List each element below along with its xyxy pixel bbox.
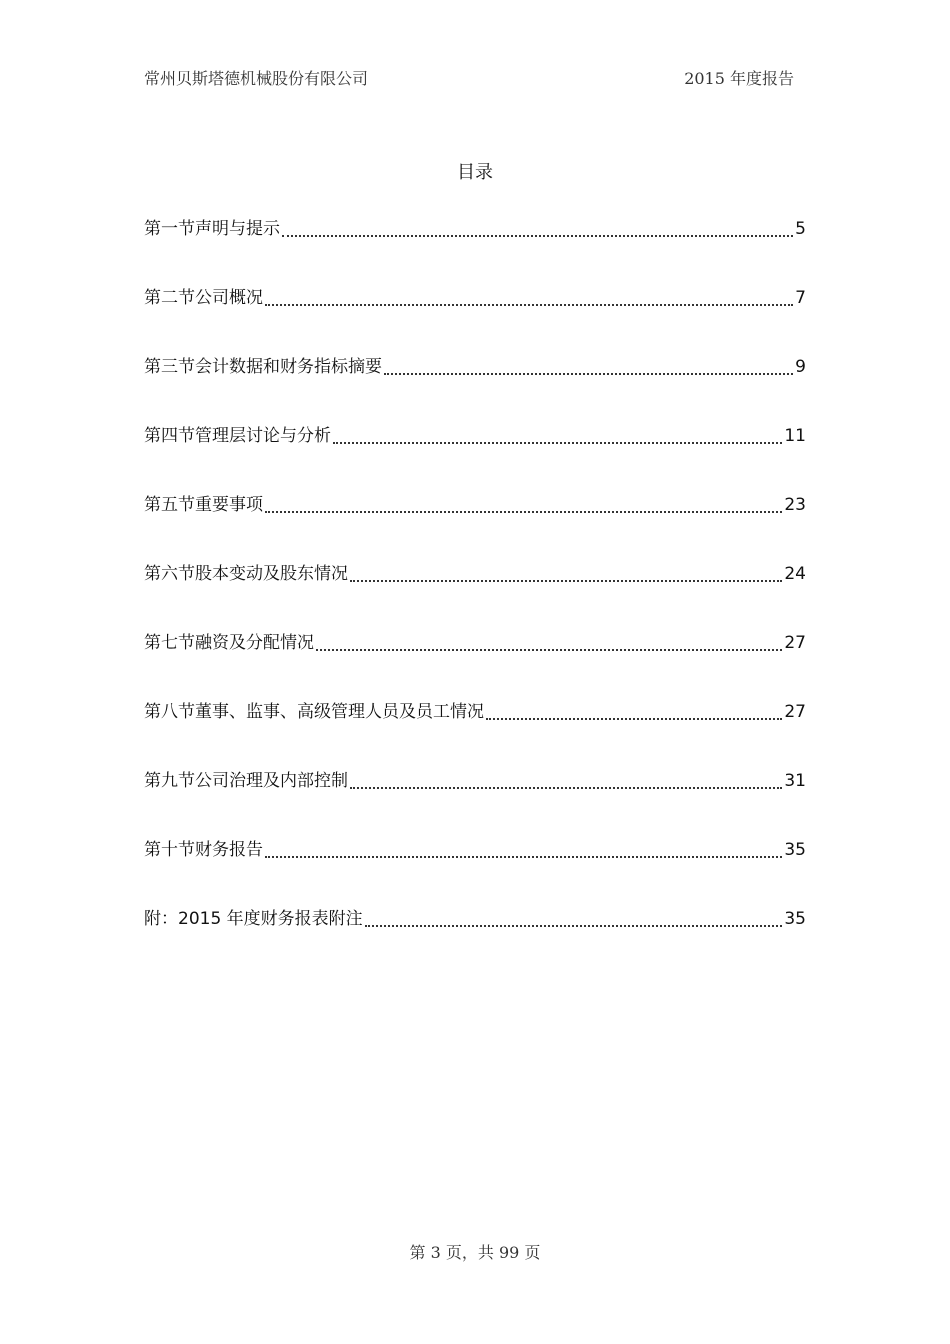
dot-leader (384, 354, 793, 375)
toc-entry-section-7[interactable] (144, 630, 806, 699)
toc-entry-page-number: 23 (784, 495, 806, 515)
dot-leader (282, 216, 793, 237)
toc-entry-label: 第十节财务报告 (144, 840, 263, 860)
dot-leader (350, 561, 782, 582)
dot-leader (350, 768, 782, 789)
table-of-contents (144, 216, 806, 975)
toc-entry-section-1[interactable] (144, 216, 806, 285)
toc-entry-label: 第二节公司概况 (144, 288, 263, 308)
toc-entry-page-number: 27 (784, 633, 806, 653)
dot-leader (265, 837, 782, 858)
toc-entry-page-number: 35 (784, 909, 806, 929)
toc-entry-section-6[interactable] (144, 561, 806, 630)
toc-entry-page-number: 24 (784, 564, 806, 584)
toc-entry-label: 附：2015 年度财务报表附注 (144, 909, 363, 929)
dot-leader (333, 423, 782, 444)
toc-entry-label: 第三节会计数据和财务指标摘要 (144, 357, 382, 377)
toc-entry-section-10[interactable] (144, 837, 806, 906)
toc-entry-section-4[interactable] (144, 423, 806, 492)
header-company-name: 常州贝斯塔德机械股份有限公司 (144, 69, 369, 88)
toc-entry-label: 第四节管理层讨论与分析 (144, 426, 331, 446)
toc-entry-label: 第五节重要事项 (144, 495, 263, 515)
toc-entry-page-number: 27 (784, 702, 806, 722)
toc-entry-label: 第七节融资及分配情况 (144, 633, 314, 653)
toc-entry-label: 第九节公司治理及内部控制 (144, 771, 348, 791)
page-footer (0, 1240, 950, 1263)
toc-entry-page-number: 11 (784, 426, 806, 446)
dot-leader (365, 906, 783, 927)
toc-entry-section-3[interactable] (144, 354, 806, 423)
page-indicator: 第 3 页，共 99 页 (409, 1243, 541, 1262)
toc-entry-label: 第八节董事、监事、高级管理人员及员工情况 (144, 702, 484, 722)
header-report-title: 2015 年度报告 (684, 69, 794, 88)
dot-leader (265, 285, 793, 306)
dot-leader (486, 699, 782, 720)
toc-entry-page-number: 7 (795, 288, 806, 308)
toc-entry-label: 第六节股本变动及股东情况 (144, 564, 348, 584)
dot-leader (316, 630, 782, 651)
toc-entry-page-number: 5 (795, 219, 806, 239)
toc-entry-page-number: 31 (784, 771, 806, 791)
toc-entry-section-2[interactable] (144, 285, 806, 354)
toc-entry-section-9[interactable] (144, 768, 806, 837)
toc-title: 目录 (457, 162, 493, 183)
toc-entry-section-5[interactable] (144, 492, 806, 561)
toc-entry-section-8[interactable] (144, 699, 806, 768)
toc-entry-page-number: 35 (784, 840, 806, 860)
dot-leader (265, 492, 782, 513)
toc-entry-page-number: 9 (795, 357, 806, 377)
toc-entry-label: 第一节声明与提示 (144, 219, 280, 239)
toc-entry-appendix[interactable] (144, 906, 806, 975)
page-header (144, 66, 794, 92)
